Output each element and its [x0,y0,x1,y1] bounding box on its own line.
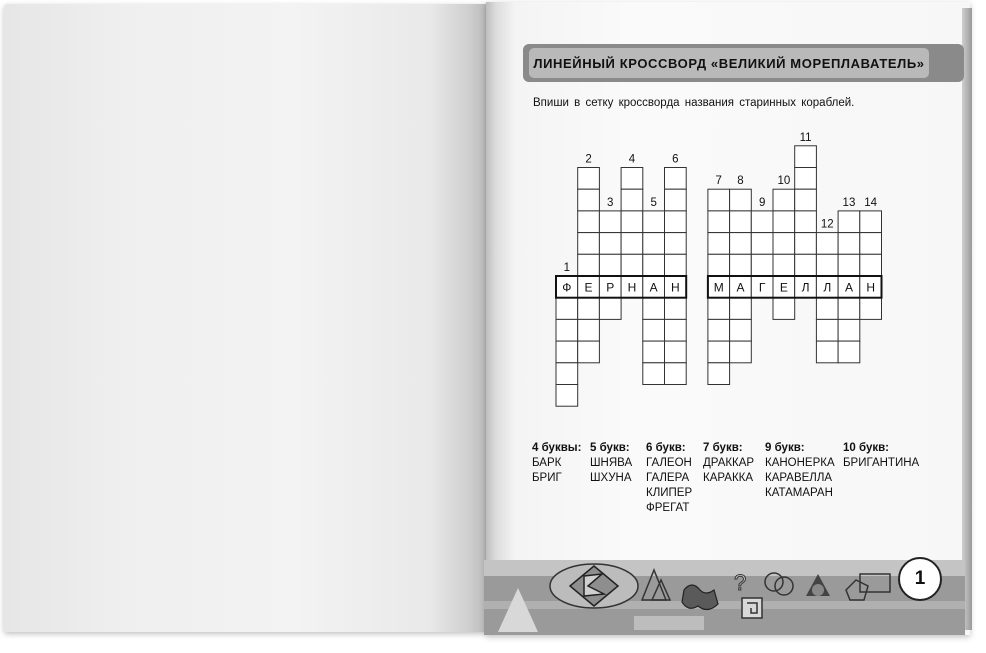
word-item: ГАЛЕРА [646,472,690,484]
crossword-cell [665,363,687,385]
crossword-cell [860,254,882,276]
crossword-cell [643,341,665,363]
answer-letter: Н [671,280,680,295]
clue-number: 11 [799,131,812,144]
clue-number: 1 [563,262,571,274]
crossword-cell [643,233,665,255]
crossword-cell [578,254,600,276]
clue-number: 13 [842,196,856,209]
crossword-cell [556,341,578,363]
crossword-cell [578,168,600,190]
crossword-cell [773,233,795,255]
answer-letter: Л [823,280,832,295]
crossword-cell [578,319,600,341]
crossword-cell [556,385,578,407]
crossword-cell [665,341,687,363]
crossword-cell [838,341,860,363]
word-group-10: 10 букв: БРИГАНТИНА [843,442,920,469]
crossword-cell [643,298,665,320]
clue-number: 5 [650,196,657,209]
word-group-5: 5 букв: ШНЯВА ШХУНА [590,442,633,484]
clue-number: 14 [864,196,878,209]
crossword-cell [751,254,773,276]
crossword-cell [730,254,752,276]
crossword-cell [751,233,773,255]
crossword-cell [708,319,730,341]
answer-letter: Р [606,280,615,295]
crossword-cell [599,298,621,320]
crossword-cell [773,298,795,320]
crossword-cell [795,189,817,211]
crossword-cell [838,233,860,255]
answer-letter: Г [758,280,766,295]
crossword-cell [599,254,621,276]
crossword-cell [816,254,838,276]
crossword-cell [708,211,730,233]
clue-number: 9 [758,196,766,209]
crossword-cell [665,168,687,190]
decorative-footer [484,560,965,635]
answer-letter: Е [584,280,593,295]
crossword-cell [708,298,730,320]
crossword-cell [643,211,665,233]
word-item: БРИГАНТИНА [843,457,920,469]
word-group-7: 7 букв: ДРАККАР КАРАККА [703,442,755,484]
crossword-cell [838,298,860,320]
word-item: ДРАККАР [703,457,755,469]
crossword-cell [816,341,838,363]
crossword-cell [643,254,665,276]
crossword-cell [708,341,730,363]
crossword-cell [665,189,687,211]
crossword-cell [578,233,600,255]
crossword-cell [643,363,665,385]
answer-letter: А [844,280,853,295]
crossword-cell [816,233,838,255]
crossword-cell [708,254,730,276]
page-title: ЛИНЕЙНЫЙ КРОССВОРД «ВЕЛИКИЙ МОРЕПЛАВАТЕЛЬ» [529,48,929,78]
crossword-cell [708,363,730,385]
answer-letter: М [713,280,724,295]
crossword-cell [795,233,817,255]
crossword-cell [860,233,882,255]
instruction-text: Впиши в сетку кроссворда названия старинных кораблей. [533,97,855,109]
crossword-cell [816,298,838,320]
crossword-cell [795,146,817,168]
answer-letter: Н [627,280,637,295]
crossword-cell [773,189,795,211]
clue-number: 2 [585,153,592,166]
word-group-6: 6 букв: ГАЛЕОН ГАЛЕРА КЛИПЕР ФРЕГАТ [646,442,693,514]
crossword-cell [730,298,752,320]
crossword-cell [621,189,643,211]
word-item: ФРЕГАТ [646,502,690,514]
crossword-cell [665,211,687,233]
crossword-cell [860,211,882,233]
word-item: КАРАВЕЛЛА [765,472,833,484]
crossword-cell [599,233,621,255]
word-group-4: 4 буквы: БАРК БРИГ [532,442,582,484]
crossword-cell [556,319,578,341]
word-item: КАНОНЕРКА [765,457,835,469]
crossword-cell [599,211,621,233]
crossword-cell [578,211,600,233]
clue-number: 12 [820,218,834,231]
answer-letter: А [736,280,745,295]
crossword-cell [621,211,643,233]
crossword-cell [838,319,860,341]
answer-letter: А [649,280,658,295]
crossword-cell [621,254,643,276]
word-item: ШНЯВА [590,457,633,469]
crossword-cell [621,168,643,190]
word-item: КАТАМАРАН [765,487,833,499]
crossword-cell [751,211,773,233]
crossword-cell [838,211,860,233]
word-item: БАРК [532,457,562,469]
crossword-cell [795,168,817,190]
crossword-cell [708,233,730,255]
svg-text:?: ? [734,570,747,595]
crossword-cell [838,254,860,276]
crossword-cell [665,298,687,320]
clue-number: 10 [777,175,791,188]
crossword-cell [795,211,817,233]
crossword-cell [730,319,752,341]
crossword-cell [773,211,795,233]
answer-letter: Л [801,280,810,295]
crossword-cell [578,189,600,211]
crossword-cell [730,211,752,233]
clue-number: 7 [715,175,722,188]
clue-number: 3 [607,196,614,209]
page-number: 1 [898,557,942,601]
clue-number: 8 [737,175,744,188]
word-group-9: 9 букв: КАНОНЕРКА КАРАВЕЛЛА КАТАМАРАН [765,442,835,499]
word-item: ГАЛЕОН [646,457,692,469]
answer-letter: Ф [562,280,572,295]
clue-number: 4 [628,153,636,166]
crossword-cell [578,341,600,363]
answer-letter: Н [866,280,875,295]
crossword-cell [773,254,795,276]
crossword-cell [708,189,730,211]
crossword-cell [556,363,578,385]
answer-letter: Е [779,280,788,295]
word-item: БРИГ [532,472,562,484]
crossword-cell [816,319,838,341]
crossword-cell [730,341,752,363]
crossword-cell [730,233,752,255]
crossword-cell [556,298,578,320]
crossword-cell [665,233,687,255]
crossword-cell [795,254,817,276]
word-item: КЛИПЕР [646,487,693,499]
word-item: ШХУНА [590,472,632,484]
word-item: КАРАККА [703,472,754,484]
clue-number: 6 [672,153,679,166]
answer-letters [562,280,875,294]
crossword-cell [643,319,665,341]
crossword-cell [860,298,882,320]
crossword-cell [730,189,752,211]
crossword-cell [665,254,687,276]
crossword-cell [578,298,600,320]
crossword-cell [621,233,643,255]
crossword-cell [665,319,687,341]
